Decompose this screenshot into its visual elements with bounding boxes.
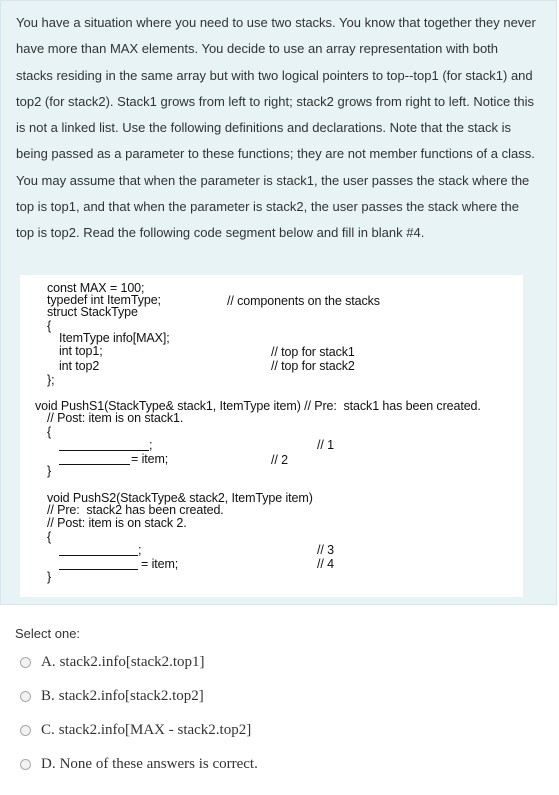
- select-one-label: Select one:: [15, 626, 81, 641]
- answer-option-d[interactable]: [20, 753, 258, 775]
- answer-text: None of these answers is correct.: [59, 755, 258, 772]
- code-comment: // top for stack1: [271, 345, 355, 359]
- radio-button-icon[interactable]: [20, 725, 31, 736]
- answer-letter: D.: [41, 755, 56, 772]
- answer-letter: C.: [41, 721, 55, 738]
- code-line: struct StackType: [47, 305, 138, 319]
- radio-button-icon[interactable]: [20, 691, 31, 702]
- code-line: = item;: [141, 557, 179, 571]
- answer-option-c[interactable]: [20, 719, 251, 741]
- code-comment: // top for stack2: [271, 359, 355, 373]
- code-line: int top1;: [59, 344, 103, 358]
- code-line: };: [47, 373, 55, 387]
- code-line: typedef int ItemType;: [47, 293, 161, 307]
- code-line: {: [47, 530, 52, 544]
- radio-button-icon[interactable]: [20, 759, 31, 770]
- code-comment: // 3: [317, 543, 334, 557]
- answer-text: stack2.info[stack2.top2]: [58, 687, 204, 704]
- blank-1: [59, 450, 149, 451]
- code-line: = item;: [131, 452, 169, 466]
- code-line: ;: [149, 438, 153, 452]
- answer-option-a[interactable]: [20, 651, 205, 673]
- code-comment: // components on the stacks: [227, 294, 380, 308]
- code-image: [20, 275, 523, 597]
- code-line: // Post: item is on stack1.: [47, 411, 184, 425]
- blank-4: [59, 569, 138, 570]
- code-comment: // 4: [317, 557, 334, 571]
- code-line: // Post: item is on stack 2.: [47, 516, 187, 530]
- code-line: const MAX = 100;: [47, 281, 145, 295]
- answer-option-b[interactable]: [20, 685, 204, 707]
- code-line: void PushS1(StackType& stack1, ItemType item) // Pre: stack1 has been created.: [35, 399, 481, 413]
- answer-text: stack2.info[MAX - stack2.top2]: [58, 721, 252, 738]
- blank-3: [59, 555, 138, 556]
- blank-2: [59, 464, 130, 465]
- code-line: }: [47, 464, 52, 478]
- code-line: void PushS2(StackType& stack2, ItemType item): [47, 491, 313, 505]
- code-line: // Pre: stack2 has been created.: [47, 503, 224, 517]
- code-comment: // 2: [271, 453, 288, 467]
- code-line: ;: [138, 543, 142, 557]
- answer-letter: B.: [41, 687, 55, 704]
- question-text: You have a situation where you need to use two stacks. You know that together they never have more than MAX elements. You decide to use an array representation with both stacks residing in the same array but with two logical pointers to top--top1 (for stack1) and top2 (for stack2). Stack1 grows from left to right; stack2 grows from right to left. Notice this is not a linked list. Use the following definitions and declarations. Note that the stack is being passed as a parameter to these functions; they are not member functions of a class. You may assume that when the parameter is stack1, the user passes the stack where the top is top1, and that when the parameter is stack2, the user passes the stack where the top is top2. Read the following code segment below and fill in blank #4.: [16, 15, 536, 241]
- code-line: {: [47, 425, 52, 439]
- answer-text: stack2.info[stack2.top1]: [59, 653, 205, 670]
- code-line: }: [47, 570, 52, 584]
- code-line: ItemType info[MAX];: [59, 331, 170, 345]
- code-line: int top2: [59, 359, 100, 373]
- answer-letter: A.: [41, 653, 56, 670]
- code-line: {: [47, 319, 52, 333]
- radio-button-icon[interactable]: [20, 657, 31, 668]
- code-comment: // 1: [317, 438, 334, 452]
